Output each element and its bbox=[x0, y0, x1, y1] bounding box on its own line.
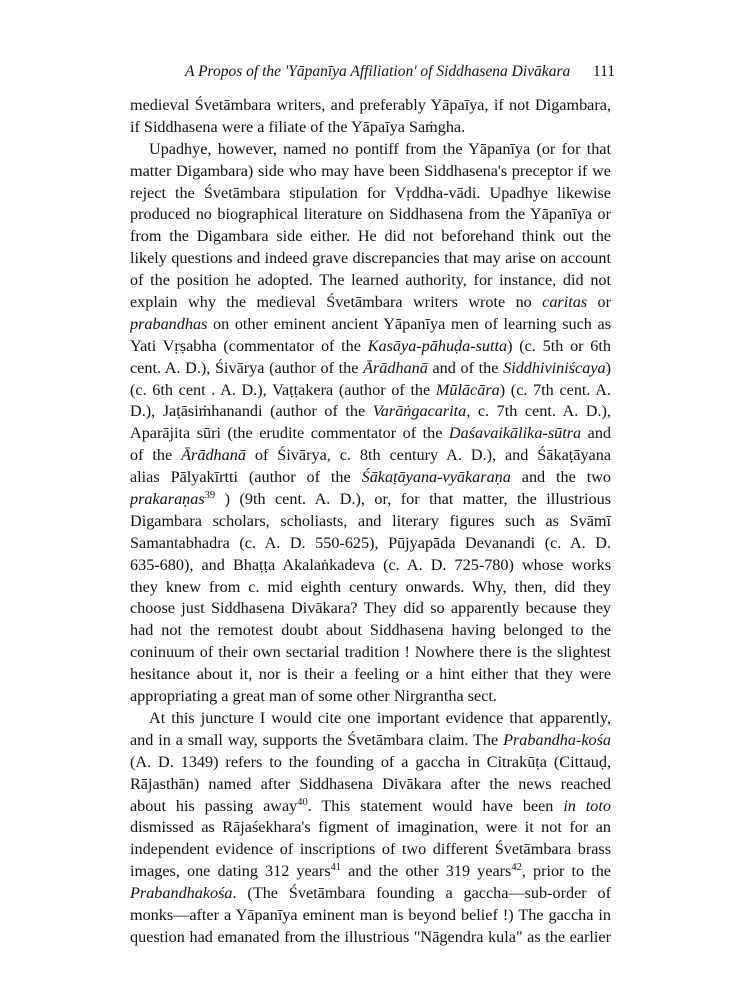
text-line: Yati Vṛṣabha (commentator of the Kasāya-pāhuḍa-sutta) (c. 5th or 6th bbox=[130, 336, 611, 355]
text-line: likely questions and indeed grave discrepancies that may arise on account bbox=[130, 249, 611, 268]
text-line: images, one dating 312 years$^{41}$ and the other 319 years$^{42}$, prior to the bbox=[130, 862, 611, 881]
text-line: (A. D. 1349) refers to the founding of a gaccha in Citrakūṭa (Cittauḍ, bbox=[130, 752, 611, 771]
text-line: prabandhas on other eminent ancient Yāpanīya men of learning such as bbox=[130, 314, 611, 333]
text-line: Digambara scholars, scholiasts, and literary figures such as Svāmī bbox=[130, 511, 611, 530]
text-line: (c. 6th cent . A. D.), Vaṭṭakera (author of the Mūlācāra) (c. 7th cent. A. bbox=[130, 380, 611, 399]
page-header bbox=[185, 63, 615, 87]
text-line: Aparājita sūri (the erudite commentator of the Daśavaikālika-sūtra and bbox=[130, 424, 611, 443]
page-number: 111 bbox=[592, 63, 615, 80]
text-line: they knew from c. mid eighth century onwards. Why, then, did they bbox=[130, 577, 611, 596]
text-line: had not the remotest doubt about Siddhasena having belonged to the bbox=[130, 621, 611, 640]
text-line: medieval Śvetāmbara writers, and preferably Yāpaīya, if not Digambara, bbox=[130, 96, 611, 114]
text-line: question had emanated from the illustrious "Nāgendra kula" as the earlier bbox=[130, 927, 611, 946]
text-line: of the Ārādhanā of Śivārya, c. 8th century A. D.), and Śākaṭāyana bbox=[130, 446, 611, 465]
text-line: prakaraṇas$^{39}$ ) (9th cent. A. D.), or, for that matter, the illustrious bbox=[130, 490, 611, 509]
footnote-marker: 39 bbox=[204, 490, 216, 502]
footnote-marker: 40 bbox=[297, 796, 308, 808]
text-line: hesitance about it, nor is their a feeling or a hint either that they were bbox=[130, 665, 611, 684]
text-line: reject the Śvetāmbara stipulation for Vṛddha-vādi. Upadhye likewise bbox=[130, 183, 611, 202]
text-line: produced no biographical literature on Siddhasena from the Yāpanīya or bbox=[130, 205, 611, 224]
text-line: if Siddhasena were a filiate of the Yāpaīya Saṁgha. bbox=[130, 117, 466, 136]
text-line: about his passing away$^{40}$. This statement would have been in toto bbox=[130, 796, 611, 815]
text-line: of the position he adopted. The learned authority, for instance, did not bbox=[130, 271, 611, 290]
text-line: monks—after a Yāpanīya eminent man is beyond belief !) The gaccha in bbox=[130, 905, 611, 924]
running-title: A Propos of the 'Yāpanīya Affiliation' of Siddhasena Divākara bbox=[185, 63, 571, 80]
footnote-marker: 41 bbox=[330, 862, 342, 874]
text-line: At this juncture I would cite one important evidence that apparently, bbox=[149, 708, 611, 727]
text-line: coninuum of their own sectarial tradition ! Nowhere there is the slightest bbox=[130, 643, 611, 662]
footnote-marker: 42 bbox=[511, 862, 522, 874]
body-text bbox=[130, 95, 611, 949]
text-line: explain why the medieval Śvetāmbara writers wrote no caritas or bbox=[130, 293, 611, 312]
text-line: Samantabhadra (c. A. D. 550-625), Pūjyapāda Devanandi (c. A. D. bbox=[130, 533, 611, 552]
text-line: from the Digambara side either. He did not beforehand think out the bbox=[130, 227, 611, 246]
text-line: Upadhye, however, named no pontiff from the Yāpanīya (or for that bbox=[149, 139, 611, 158]
text-line: appropriating a great man of some other Nirgrantha sect. bbox=[130, 687, 497, 706]
text-line: and in a small way, supports the Śvetāmbara claim. The Prabandha-kośa bbox=[130, 730, 611, 749]
text-line: Prabandhakośa. (The Śvetāmbara founding a gaccha—sub-order of bbox=[130, 884, 611, 903]
text-line: alias Pālyakīrtti (author of the Śākaṭāyana-vyākaraṇa and the two bbox=[130, 468, 611, 487]
text-line: dismissed as Rājaśekhara's figment of imagination, were it not for an bbox=[130, 818, 611, 837]
text-line: Rājasthān) named after Siddhasena Divākara after the news reached bbox=[130, 774, 611, 793]
text-line: independent evidence of inscriptions of two different Śvetāmbara brass bbox=[130, 840, 611, 859]
text-line: matter Digambara) side who may have been Siddhasena's preceptor if we bbox=[130, 161, 611, 180]
text-line: D.), Jaṭāsiṁhanandi (author of the Varāṅgacarita, c. 7th cent. A. D.), bbox=[130, 402, 611, 421]
text-line: 635-680), and Bhaṭṭa Akalaṅkadeva (c. A. D. 725-780) whose works bbox=[130, 555, 611, 574]
text-line: choose just Siddhasena Divākara? They did so apparently because they bbox=[130, 599, 611, 618]
text-line: cent. A. D.), Śivārya (author of the Ārādhanā and of the Siddhiviniścaya) bbox=[130, 358, 611, 377]
